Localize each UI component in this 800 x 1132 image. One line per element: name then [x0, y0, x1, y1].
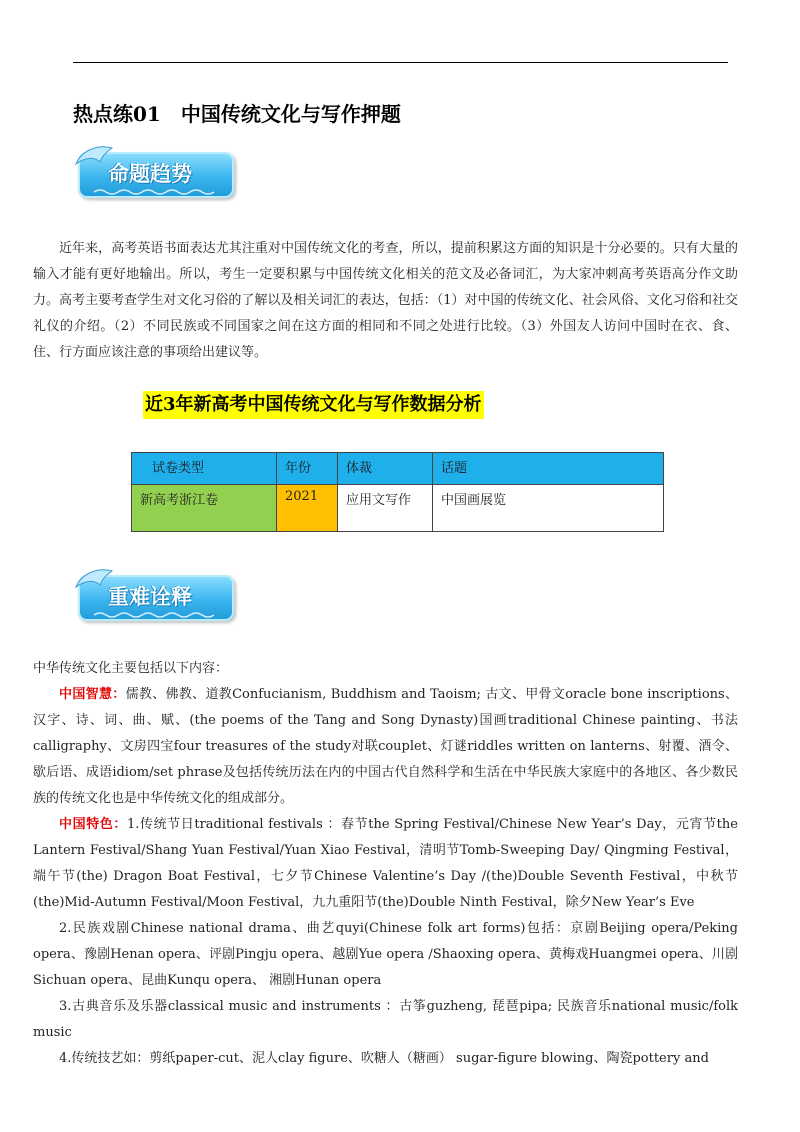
intro-text: 近年来，高考英语书面表达尤其注重对中国传统文化的考查，所以，提前积累这方面的知识是十分必要的。只有大量的输入才能有更好地输出。所以，考生一定要积累与中国传统文化相关的范文及必备词汇，为大家冲刺高考英语高分作文助力。高考主要考查学生对文化习俗的了解以及相关词汇的表达，包括：（1）对中国的传统文化、社会风俗、文化习俗和社交礼仪的介绍。（2）不同民族或不同国家之间在这方面的相同和不同之处进行比较。（3）外国友人访问中国时在衣、食、住、行方面应该注意的事项给出建议等。: [33, 241, 738, 360]
intro-paragraph: [33, 236, 738, 366]
feature-label: 中国特色：: [59, 817, 127, 832]
wisdom-label: 中国智慧：: [59, 687, 126, 702]
header-cell: 话题: [433, 453, 664, 485]
header-rule: [73, 62, 728, 63]
trend-badge-label: 命题趋势: [108, 162, 192, 186]
table-header-row: [132, 453, 664, 485]
explain-section: [33, 656, 738, 1072]
header-cell: 体裁: [338, 453, 433, 485]
table-cell: 应用文写作: [338, 485, 433, 532]
table-row: [132, 485, 664, 532]
feature-paragraph: [33, 812, 738, 916]
list-item: 3.古典音乐及乐器classical music and instruments ：古筝guzheng, 琵琶pipa; 民族音乐national music/folk music: [33, 999, 738, 1040]
analysis-table: [131, 452, 664, 532]
analysis-heading: 近3年新高考中国传统文化与写作数据分析: [143, 391, 484, 419]
table-cell: 新高考浙江卷: [132, 485, 277, 532]
trend-badge: [72, 142, 238, 204]
wisdom-text: 儒教、佛教、道教Confucianism, Buddhism and Taoism; 古文、甲骨文oracle bone inscriptions、汉字、诗、词、曲、赋、(the poems of the Tang and Song Dynasty)国画traditional Chinese painting、书法calligraphy、文房四宝four treasures of the study对联couplet、灯谜riddles written on lanterns、射覆、酒令、歇后语、成语idiom/set phrase及包括传统历法在内的中国古代自然科学和生活在中华民族大家庭中的各地区、各少数民族的传统文化也是中华传统文化的组成部分。: [33, 687, 738, 806]
table-cell: 中国画展览: [433, 485, 664, 532]
table-cell: 2021: [277, 485, 338, 532]
explain-badge: [72, 565, 238, 627]
feature-text: 1.传统节日traditional festivals ：春节the Spring Festival/Chinese New Year’s Day，元宵节the Lantern Festival/Shang Yuan Festival/Yuan Xiao Festival，清明节Tomb-Sweeping Day/ Qingming Festival，端午节(the) Dragon Boat Festival，七夕节Chinese Valentine’s Day /(the)Double Seventh Festival，中秋节(the)Mid-Autumn Festival/Moon Festival，九九重阳节(the)Double Ninth Festival，除夕New Year’s Eve: [33, 817, 738, 910]
wisdom-paragraph: [33, 682, 738, 812]
list-item: 2.民族戏剧Chinese national drama、曲艺quyi(Chinese folk art forms)包括：京剧Beijing opera/Peking opera、豫剧Henan opera、评剧Pingju opera、越剧Yue opera /Shaoxing opera、黄梅戏Huangmei opera、川剧Sichuan opera、昆曲Kunqu opera、 湘剧Hunan opera: [33, 921, 738, 988]
list-item: 4.传统技艺如：剪纸paper-cut、泥人clay figure、吹糖人（糖画） sugar-figure blowing、陶瓷pottery and: [59, 1051, 709, 1066]
explain-lead: 中华传统文化主要包括以下内容：: [33, 661, 229, 676]
header-cell: 试卷类型: [132, 453, 277, 485]
explain-badge-label: 重难诠释: [108, 585, 192, 609]
page-title: 热点练01 中国传统文化与写作押题: [73, 102, 401, 126]
header-cell: 年份: [277, 453, 338, 485]
